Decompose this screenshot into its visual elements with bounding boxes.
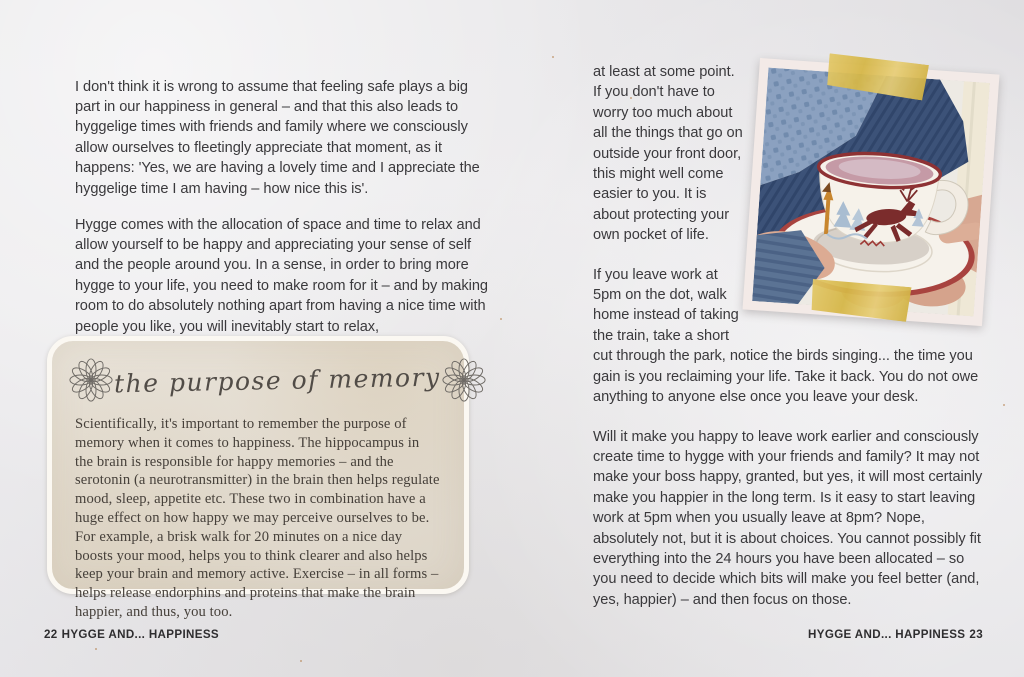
memory-box-body: Scientifically, it's important to remember the purpose of memory when it comes to happiness. The hippocampus in the brain is responsible for happy memories – and the serotonin (a neurotransmitter) in the brain then helps regulate mood, sleep, appetite etc. These two in combination have a huge effect on how happy we may perceive ourselves to be. For example, a brisk walk for 20 minutes on a nice day boosts your mood, helps you to think clearer and also helps keep your brain and memory active. Exercise – in all forms – helps release endorphins and proteins that make the brain happier, and thus, you too.	[75, 416, 440, 620]
right-paragraph-3: Will it make you happy to leave work earlier and consciously create time to hygge with your friends and family? It may not make your boss happy, granted, but yes, it will most certainly make you happier in the long term. Is it easy to start leaving work at 5pm when you usually leave at 8pm? Nope, absolutely not, but it is about choices. You cannot possibly fit everything into the 24 hours you have been allocated – so you need to decide which bits will make you feel better (and, yes, happier) – and then focus on those.	[593, 428, 983, 608]
paper-speck	[500, 318, 502, 320]
memory-box	[47, 336, 469, 620]
memory-box-title-row	[52, 341, 464, 407]
paper-speck	[1003, 404, 1005, 406]
paper-speck	[552, 56, 554, 58]
memory-box-title: the purpose of memory	[113, 362, 441, 398]
left-page-footer	[44, 628, 219, 641]
flower-doodle-icon	[441, 357, 487, 403]
right-page-footer	[808, 628, 983, 641]
paper-speck	[300, 660, 302, 662]
teacup-photo-illustration	[752, 68, 990, 317]
paper-speck	[95, 648, 97, 650]
right-paragraph-2: If you leave work at 5pm on the dot, walk home instead of taking the train, take a short cut through the park, notice the birds singing... the time you gain is you reclaiming your life. Take it back. You do not owe anything to anyone else once you leave your desk.	[593, 266, 979, 406]
right-paragraph-1: at least at some point. If you don't have to worry too much about all the things that go on outside your front door, this might well come easier to you. It is about protecting your own pocket of life.	[593, 64, 743, 244]
left-running-title: HYGGE AND... HAPPINESS	[61, 628, 219, 641]
flower-doodle-icon	[68, 357, 114, 403]
teacup-photo	[752, 68, 990, 317]
left-paragraph-1: I don't think it is wrong to assume that feeling safe plays a big part in our happiness in general – and that this also leads to hyggelige times with friends and family where we consciously allow ourselves to fleetingly appreciate that moment, as it happens: 'Yes, we are having a lovely time and I appreciate the hyggelige time I am having – how nice this is'.	[75, 78, 480, 197]
right-running-title: HYGGE AND... HAPPINESS	[808, 628, 966, 641]
left-paragraph-2: Hygge comes with the allocation of space and time to relax and allow yourself to be happy and appreciating your sense of self and the people around you. In a sense, in order to bring more hygge to your life, you need to make room for it – and by making room to do absolutely nothing apart from having a nice time with people you like, you will inevitably start to relax,	[75, 216, 488, 335]
right-page-number: 23	[969, 628, 983, 641]
left-page-number: 22	[44, 628, 58, 641]
